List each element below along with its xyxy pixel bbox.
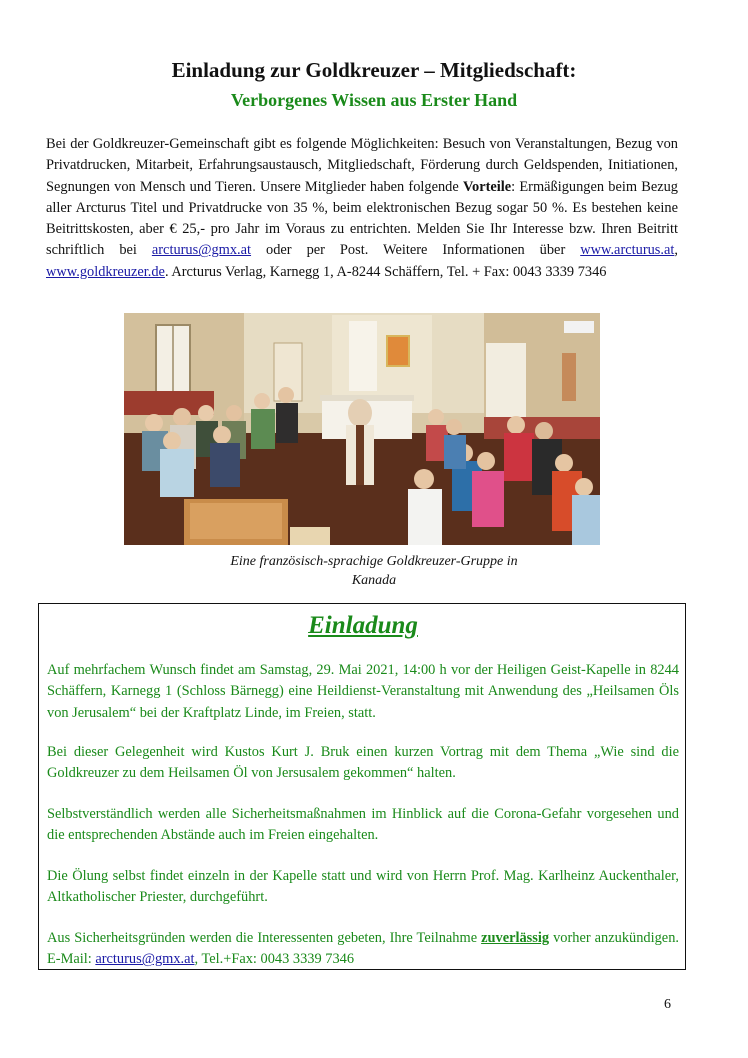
invitation-paragraph-3: Selbstverständlich werden alle Sicherheitsmaßnahmen im Hinblick auf die Corona-Gefahr vorgesehen und die entsprechenden Abstände auch im Freien eingehalten. [47,806,679,844]
vorteile-label: Vorteile [462,178,512,195]
invitation-email-link[interactable]: arcturus@gmx.at [95,951,195,968]
invitation-p5-text-a: Aus Sicherheitsgründen werden die Interessenten gebeten, Ihre Teilnahme [47,930,482,946]
intro-text-2: : Ermäßigungen beim Bezug aller Arcturus Titel und Privatdrucke von 35 %, beim elektronischen Bezug sogar 50 %. Es bestehen keine Beitrittskosten, aber € 25,- pro Jahr im Voraus zu entrichten. Melden Sie Ihr Interesse bzw. Ihren Beitritt schriftlich bei [46,178,678,259]
page-subtitle: Verborgenes Wissen aus Erster Hand [230,90,518,110]
invitation-paragraph-4: Die Ölung selbst findet einzeln in der Kapelle statt und wird von Herrn Prof. Mag. Karlheinz Auckenthaler, Altkatholischer Priester, durchgeführt. [47,868,679,906]
invitation-p5-text-c: , Tel.+Fax: 0043 3339 7346 [194,951,355,968]
invitation-title: Einladung [308,612,418,639]
group-photo-image [124,313,600,545]
email-link[interactable]: arcturus@gmx.at [151,242,252,259]
invitation-box [38,603,686,970]
group-photo [124,313,600,545]
intro-text-3: oder per Post. Weitere Informationen über [251,242,581,259]
invitation-paragraph-2: Bei dieser Gelegenheit wird Kustos Kurt J. Bruk einen kurzen Vortrag mit dem Thema „Wie sind die Goldkreuzer zu dem Heilsamen Öl von Jersusalem gekommen“ halten. [47,744,679,782]
page-number: 6 [664,997,671,1012]
photo-caption [124,552,624,590]
invitation-p5-text-b: vorher anzukündigen. E-Mail: [47,930,679,968]
invitation-paragraph-1: Auf mehrfachem Wunsch findet am Samstag, 29. Mai 2021, 14:00 h vor der Heiligen Geist-Kapelle in 8244 Schäffern, Karnegg 1 (Schloss Bärnegg) eine Heildienst-Veranstaltung mit Anwendung des „Heilsamen Öls von Jerusalem“ bei der Kraftplatz Linde, im Freien, statt. [47,662,679,721]
zuverlaessig-emphasis: zuverlässig [481,930,550,946]
intro-paragraph [46,134,678,283]
photo-caption-line-1: Eine französisch-sprachige Goldkreuzer-Gruppe in [230,554,518,569]
intro-text-1: Bei der Goldkreuzer-Gemeinschaft gibt es folgende Möglichkeiten: Besuch von Veranstaltungen, Bezug von Privatdrucken, Mitarbeit, Erfahrungsaustausch, Mitgliedschaft, Förderung durch Geldspenden, Initiationen, Segnungen von Mensch und Tieren. Unsere Mitglieder haben folgende [46,136,678,195]
invitation-paragraph-5 [47,928,679,971]
photo-caption-line-2: Kanada [351,573,397,588]
goldkreuzer-website-link[interactable]: www.goldkreuzer.de [46,263,165,280]
intro-text-4: , [674,242,678,259]
intro-text-5: . Arcturus Verlag, Karnegg 1, A-8244 Schäffern, Tel. + Fax: 0043 3339 7346 [164,263,607,280]
arcturus-website-link[interactable]: www.arcturus.at [580,242,675,259]
page-title: Einladung zur Goldkreuzer – Mitgliedschaft: [171,58,577,82]
